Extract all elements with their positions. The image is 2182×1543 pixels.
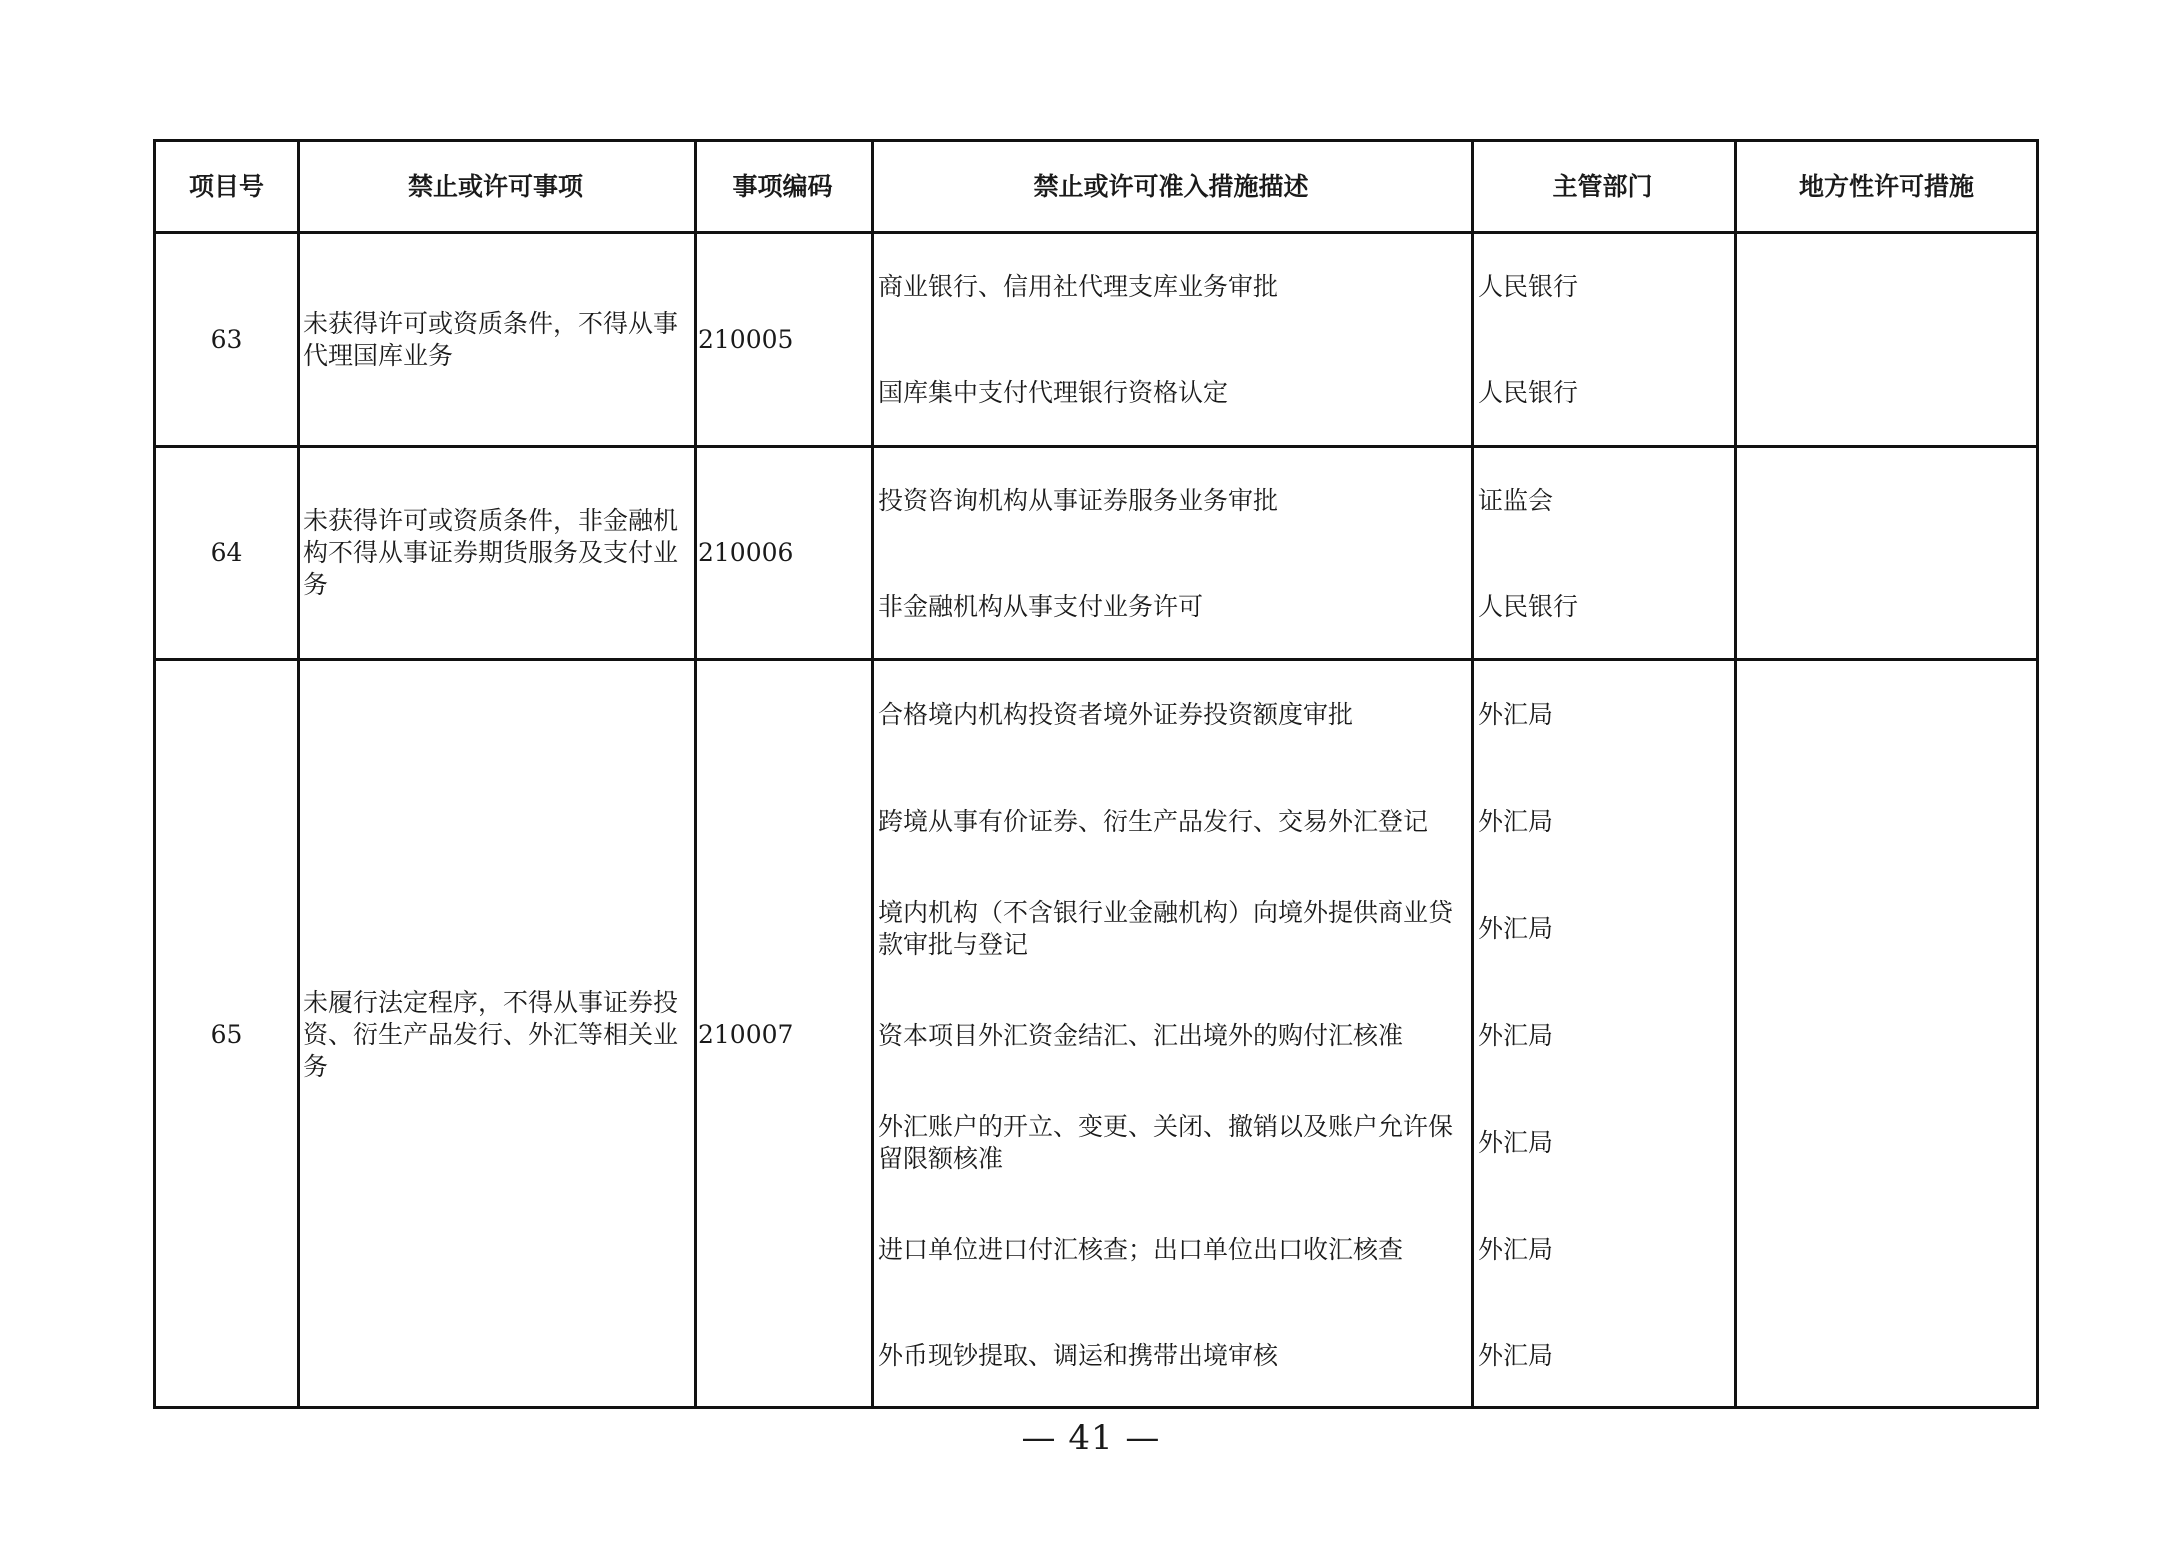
row-65-item-no: 65 <box>210 1020 243 1049</box>
column-divider <box>297 142 300 1406</box>
page-number: — 41 — <box>1021 1418 1161 1458</box>
row-65-measure-4-description: 资本项目外汇资金结汇、汇出境外的购付汇核准 <box>878 1020 1404 1050</box>
row-65-measure-2-description: 跨境从事有价证券、衍生产品发行、交易外汇登记 <box>878 806 1429 836</box>
row-65-measure-5-description: 外汇账户的开立、变更、关闭、撤销以及账户允许保留限额核准 <box>878 1111 1454 1173</box>
row-65-measure-3-description: 境内机构（不含银行业金融机构）向境外提供商业贷款审批与登记 <box>878 897 1454 959</box>
row-63-measure-1-department: 人民银行 <box>1478 272 1579 301</box>
row-65-measure-6-description: 进口单位进口付汇核查；出口单位出口收汇核查 <box>878 1234 1404 1264</box>
row-64-item-no: 64 <box>210 538 243 567</box>
row-63-code: 210005 <box>698 324 794 354</box>
column-divider <box>871 142 874 1406</box>
row-65-measure-4-department: 外汇局 <box>1478 1020 1554 1050</box>
row-64-measure-1-department: 证监会 <box>1478 486 1554 515</box>
row-63-measure-2-description: 国库集中支付代理银行资格认定 <box>878 378 1229 407</box>
header-department: 主管部门 <box>1552 171 1653 201</box>
row-63-item-no: 63 <box>210 324 243 354</box>
row-65-measure-6-department: 外汇局 <box>1478 1234 1554 1264</box>
row-64-measure-1-description: 投资咨询机构从事证券服务业务审批 <box>878 486 1279 515</box>
row-65-measure-5-department: 外汇局 <box>1478 1127 1554 1157</box>
column-divider <box>1734 142 1737 1406</box>
row-65-measure-3-department: 外汇局 <box>1478 913 1554 943</box>
row-65-measure-7-description: 外币现钞提取、调运和携带出境审核 <box>878 1341 1279 1370</box>
row-63-measure-2-department: 人民银行 <box>1478 378 1579 407</box>
header-local: 地方性许可措施 <box>1798 171 1974 201</box>
row-63-matter: 未获得许可或资质条件，不得从事代理国库业务 <box>303 308 679 370</box>
column-divider <box>694 142 697 1406</box>
row-65-matter: 未履行法定程序，不得从事证券投资、衍生产品发行、外汇等相关业务 <box>303 988 679 1081</box>
header-code: 事项编码 <box>732 171 833 201</box>
header-matter: 禁止或许可事项 <box>407 171 583 201</box>
row-65-measure-2-department: 外汇局 <box>1478 806 1554 836</box>
column-divider <box>1471 142 1474 1406</box>
row-63-measure-1-description: 商业银行、信用社代理支库业务审批 <box>878 272 1279 301</box>
row-65-code: 210007 <box>698 1020 794 1049</box>
row-64-code: 210006 <box>698 538 794 567</box>
header-description: 禁止或许可准入措施描述 <box>1033 171 1309 201</box>
header-item-no: 项目号 <box>188 171 264 201</box>
row-65-measure-7-department: 外汇局 <box>1478 1341 1554 1370</box>
row-65-measure-1-description: 合格境内机构投资者境外证券投资额度审批 <box>878 699 1354 729</box>
row-64-measure-2-description: 非金融机构从事支付业务许可 <box>878 592 1204 621</box>
row-64-matter: 未获得许可或资质条件，非金融机构不得从事证券期货服务及支付业务 <box>303 506 679 599</box>
row-64-measure-2-department: 人民银行 <box>1478 592 1579 621</box>
permit-table <box>153 139 2039 1409</box>
row-65-measure-1-department: 外汇局 <box>1478 699 1554 729</box>
